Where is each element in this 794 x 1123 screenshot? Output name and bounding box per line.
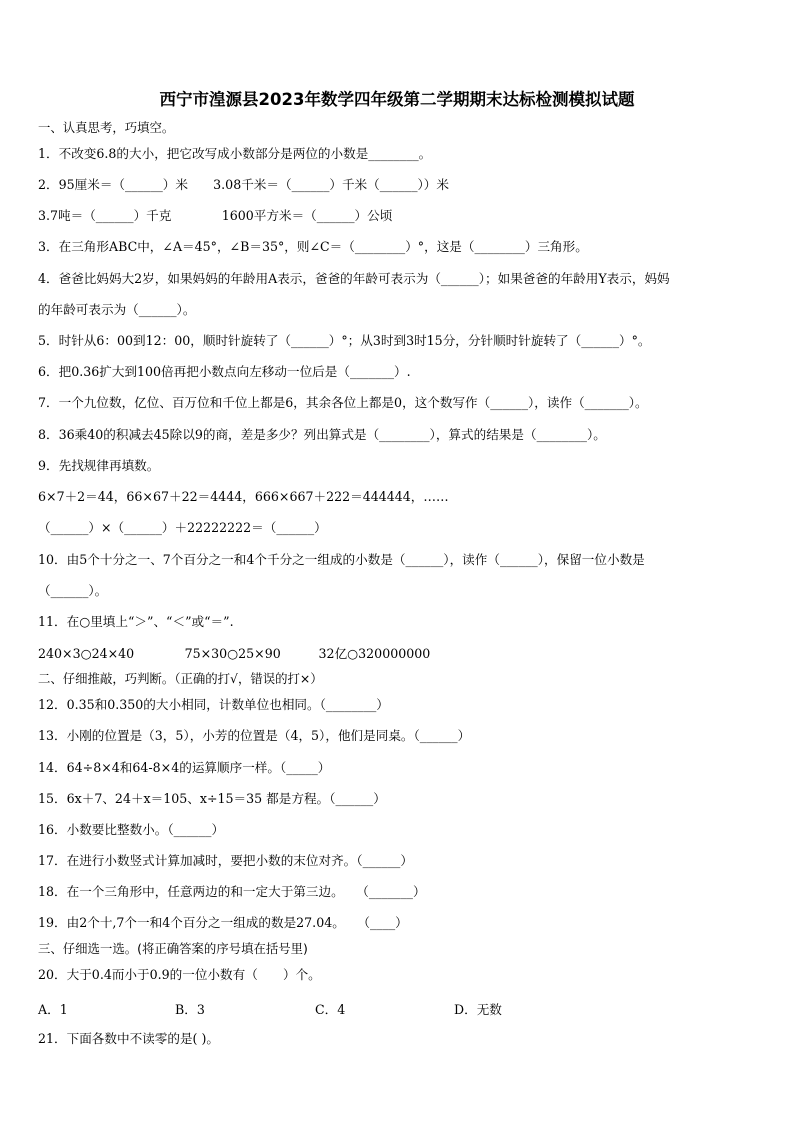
- question-line: 11．在○里填上“＞”、“＜”或“＝”.: [38, 614, 234, 629]
- question-line: 21．下面各数中不读零的是( )。: [38, 1031, 219, 1046]
- question-line: 8．36乘40的积减去45除以9的商，差是多少？列出算式是（________），算式的结果是（________）。: [38, 427, 606, 442]
- option-b: B．3: [175, 1002, 205, 1017]
- question-line: 9．先找规律再填数。: [38, 458, 160, 473]
- question-line: 2．95厘米＝（______）米 3.08千米＝（______）千米（______））米: [38, 177, 449, 192]
- question-line: 6×7＋2＝44，66×67＋22＝4444，666×667＋222＝444444，……: [38, 489, 449, 504]
- question-line: 3.7吨＝（______）千克 1600平方米＝（______）公顷: [38, 208, 393, 223]
- question-line: 14．64÷8×4和64-8×4的运算顺序一样。（_____）: [38, 760, 331, 775]
- question-line: 18．在一个三角形中，任意两边的和一定大于第三边。 （_______）: [38, 884, 426, 899]
- question-line: 16．小数要比整数小。（______）: [38, 822, 225, 837]
- question-line: （______）。: [38, 583, 108, 598]
- question-line: 13．小刚的位置是（3，5），小芳的位置是（4，5），他们是同桌。（______）: [38, 728, 471, 743]
- question-line: 17．在进行小数竖式计算加减时，要把小数的末位对齐。（______）: [38, 853, 413, 868]
- question-line: 240×3○24×40 75×30○25×90 32亿○320000000: [38, 646, 431, 661]
- question-line: 12．0.35和0.350的大小相同，计数单位也相同。（________）: [38, 697, 389, 712]
- option-d: D．无数: [454, 1002, 502, 1017]
- question-line: 10．由5个十分之一、7个百分之一和4个千分之一组成的小数是（______），读作（______），保留一位小数是: [38, 552, 645, 567]
- section-heading-3: 三、仔细选一选。(将正确答案的序号填在括号里): [38, 941, 308, 956]
- question-line: 5．时针从6：00到12：00，顺时针旋转了（______）°；从3时到3时15分，分针顺时针旋转了（______）°。: [38, 333, 651, 348]
- question-line: （______）×（______）＋22222222＝（______）: [38, 520, 327, 535]
- section-heading-1: 一、认真思考，巧填空。: [38, 120, 175, 135]
- question-line: 4．爸爸比妈妈大2岁，如果妈妈的年龄用A表示，爸爸的年龄可表示为（______）；如果爸爸的年龄用Y表示，妈妈: [38, 271, 670, 286]
- question-line: 7．一个九位数，亿位、百万位和千位上都是6，其余各位上都是0，这个数写作（______），读作（_______）。: [38, 395, 648, 410]
- question-line: 20．大于0.4而小于0.9的一位小数有（ ）个。: [38, 967, 321, 982]
- question-line: 3．在三角形ABC中，∠A＝45°，∠B＝35°，则∠C＝（________）°，这是（________）三角形。: [38, 239, 588, 254]
- question-line: 的年龄可表示为（______）。: [38, 302, 196, 317]
- question-line: 6．把0.36扩大到100倍再把小数点向左移动一位后是（_______）.: [38, 364, 411, 379]
- option-a: A．1: [38, 1002, 68, 1017]
- question-line: 19．由2个十,7个一和4个百分之一组成的数是27.04。 （____）: [38, 915, 408, 930]
- page-title: 西宁市湟源县2023年数学四年级第二学期期末达标检测模拟试题: [159, 90, 635, 109]
- option-c: C．4: [315, 1002, 346, 1017]
- section-heading-2: 二、仔细推敲，巧判断。（正确的打√，错误的打×）: [38, 671, 323, 686]
- question-line: 15．6x＋7、24＋x＝105、x÷15＝35 都是方程。（______）: [38, 791, 386, 806]
- question-line: 1．不改变6.8的大小，把它改写成小数部分是两位的小数是________。: [38, 146, 432, 161]
